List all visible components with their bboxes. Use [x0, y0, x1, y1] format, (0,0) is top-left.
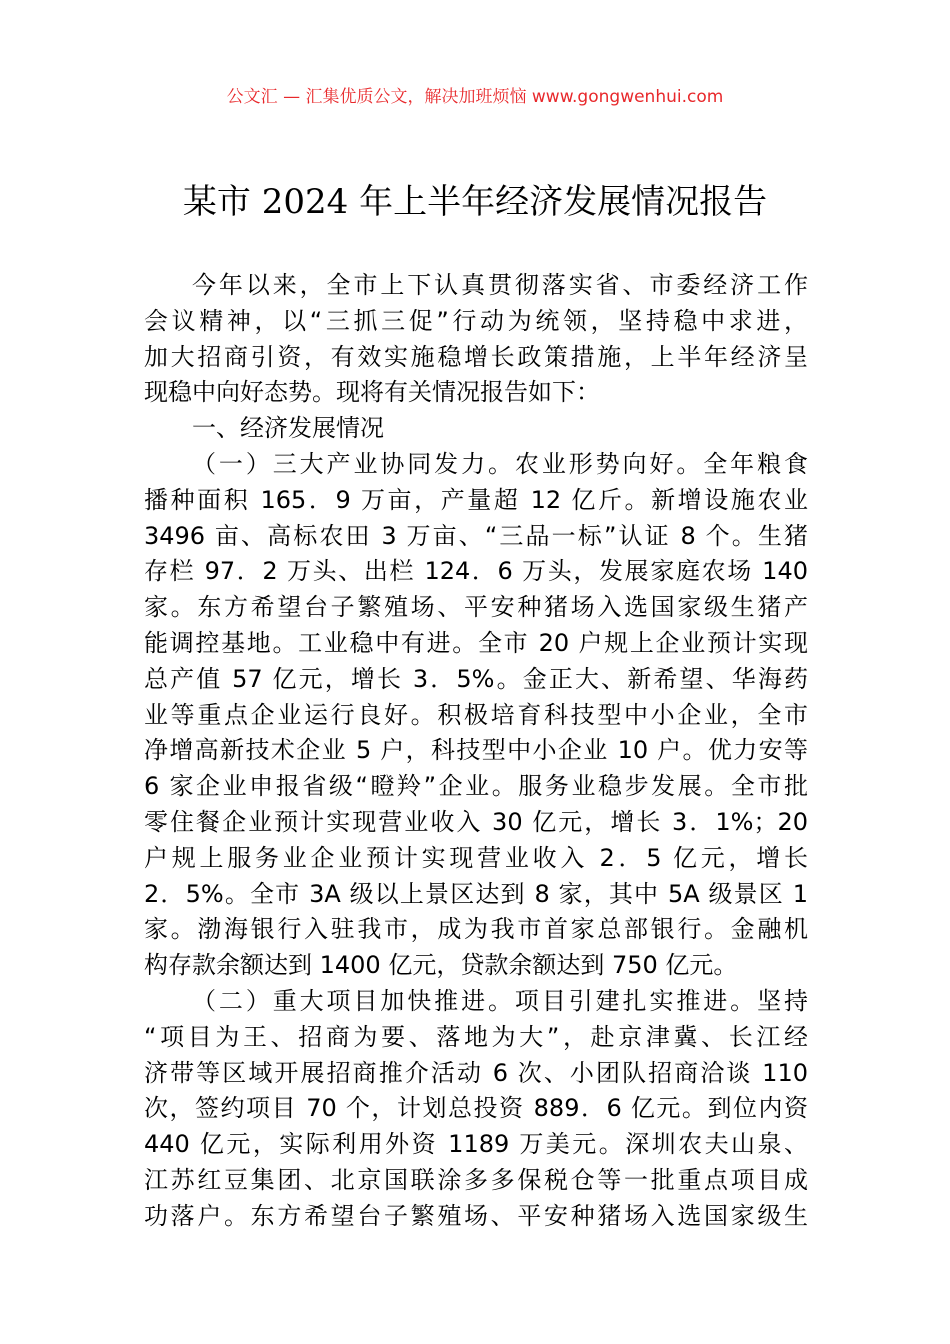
paragraph-projects-line-2: “项目为王、招商为要、落地为大”，赴京津冀、长江经	[144, 1022, 808, 1051]
paragraph-industry-line-12: 户规上服务业企业预计实现营业收入 2．5 亿元，增长	[144, 843, 808, 872]
paragraph-industry-line-1: （一）三大产业协同发力。农业形势向好。全年粮食	[192, 449, 808, 478]
paragraph-projects-line-7: 功落户。东方希望台子繁殖场、平安种猪场入选国家级生	[144, 1201, 808, 1230]
paragraph-industry-line-14: 家。渤海银行入驻我市，成为我市首家总部银行。金融机	[144, 915, 808, 944]
paragraph-projects-line-1: （二）重大项目加快推进。项目引建扎实推进。坚持	[192, 986, 808, 1015]
paragraph-industry-line-3: 3496 亩、高标农田 3 万亩、“三品一标”认证 8 个。生猪	[144, 521, 808, 550]
paragraph-industry-line-2: 播种面积 165．9 万亩，产量超 12 亿斤。新增设施农业	[144, 485, 808, 514]
section-heading: 一、经济发展情况	[192, 414, 384, 443]
paragraph-industry-line-11: 零住餐企业预计实现营业收入 30 亿元，增长 3．1%；20	[144, 807, 808, 836]
paragraph-industry-line-5: 家。东方希望台子繁殖场、平安种猪场入选国家级生猪产	[144, 593, 808, 622]
paragraph-projects-line-3: 济带等区域开展招商推介活动 6 次、小团队招商洽谈 110	[144, 1058, 808, 1087]
paragraph-industry-line-8: 业等重点企业运行良好。积极培育科技型中小企业，全市	[144, 700, 808, 729]
paragraph-intro-line-1: 今年以来，全市上下认真贯彻落实省、市委经济工作	[192, 271, 808, 299]
paragraph-industry-line-9: 净增高新技术企业 5 户，科技型中小企业 10 户。优力安等	[144, 736, 808, 765]
site-watermark-header: 公文汇 — 汇集优质公文，解决加班烦恼 www.gongwenhui.com	[226, 87, 724, 107]
paragraph-industry-line-4: 存栏 97．2 万头、出栏 124．6 万头，发展家庭农场 140	[144, 557, 808, 586]
paragraph-intro-line-2: 会议精神，以“三抓三促”行动为统领，坚持稳中求进，	[144, 306, 808, 335]
paragraph-projects-line-4: 次，签约项目 70 个，计划总投资 889．6 亿元。到位内资	[144, 1094, 808, 1123]
paragraph-intro-line-3: 加大招商引资，有效实施稳增长政策措施，上半年经济呈	[144, 342, 808, 371]
paragraph-industry-line-10: 6 家企业申报省级“瞪羚”企业。服务业稳步发展。全市批	[144, 772, 808, 801]
document-title: 某市 2024 年上半年经济发展情况报告	[182, 182, 768, 222]
paragraph-industry-line-7: 总产值 57 亿元，增长 3．5%。金正大、新希望、华海药	[144, 664, 808, 693]
paragraph-projects-line-6: 江苏红豆集团、北京国联涂多多保税仓等一批重点项目成	[144, 1165, 808, 1194]
paragraph-industry-line-15: 构存款余额达到 1400 亿元，贷款余额达到 750 亿元。	[144, 951, 738, 980]
paragraph-industry-line-13: 2．5%。全市 3A 级以上景区达到 8 家，其中 5A 级景区 1	[144, 879, 808, 908]
paragraph-industry-line-6: 能调控基地。工业稳中有进。全市 20 户规上企业预计实现	[144, 628, 808, 657]
paragraph-intro-line-4: 现稳中向好态势。现将有关情况报告如下：	[144, 378, 600, 407]
paragraph-projects-line-5: 440 亿元，实际利用外资 1189 万美元。深圳农夫山泉、	[144, 1130, 808, 1159]
document-body	[144, 268, 808, 1235]
